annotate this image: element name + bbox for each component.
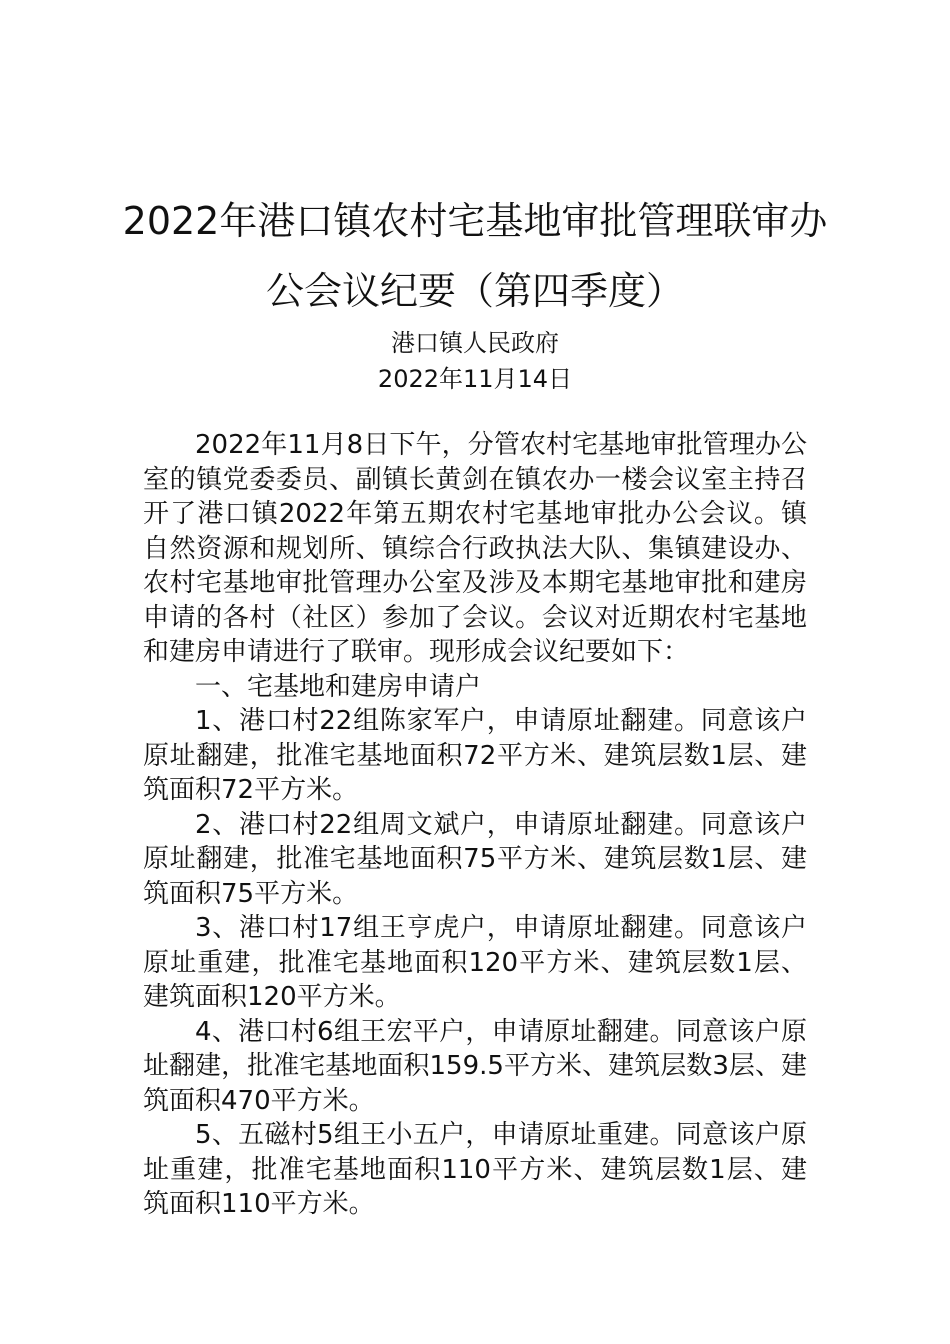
application-item-3: 3、港口村17组王亨虎户，申请原址翻建。同意该户原址重建，批准宅基地面积120平方米、建筑层数1层、建筑面积120平方米。 (143, 913, 807, 1012)
document-title-line-1: 2022年港口镇农村宅基地审批管理联审办 (122, 199, 828, 243)
application-item-4: 4、港口村6组王宏平户，申请原址翻建。同意该户原址翻建，批准宅基地面积159.5平方米、建筑层数3层、建筑面积470平方米。 (143, 1016, 807, 1116)
application-item-1: 1、港口村22组陈家军户，申请原址翻建。同意该户原址翻建，批准宅基地面积72平方米、建筑层数1层、建筑面积72平方米。 (143, 706, 807, 805)
section-heading: 一、宅基地和建房申请户 (195, 671, 482, 702)
intro-paragraph: 2022年11月8日下午，分管农村宅基地审批管理办公室的镇党委委员、副镇长黄剑在镇农办一楼会议室主持召开了港口镇2022年第五期农村宅基地审批办公会议。镇自然资源和规划所、镇综合行政执法大队、集镇建设办、农村宅基地审批管理办公室及涉及本期宅基地审批和建房申请的各村（社区）参加了会议。会议对近期农村宅基地和建房申请进行了联审。现形成会议纪要如下： (143, 430, 807, 667)
document-body (143, 428, 807, 1222)
application-item-5: 5、五磁村5组王小五户，申请原址重建。同意该户原址重建，批准宅基地面积110平方米、建筑层数1层、建筑面积110平方米。 (143, 1120, 807, 1219)
issuing-organization: 港口镇人民政府 (391, 329, 559, 357)
issue-date: 2022年11月14日 (377, 365, 573, 393)
application-item-2: 2、港口村22组周文斌户，申请原址翻建。同意该户原址翻建，批准宅基地面积75平方米、建筑层数1层、建筑面积75平方米。 (143, 809, 807, 909)
document-title-line-2: 公会议纪要（第四季度） (265, 269, 684, 313)
